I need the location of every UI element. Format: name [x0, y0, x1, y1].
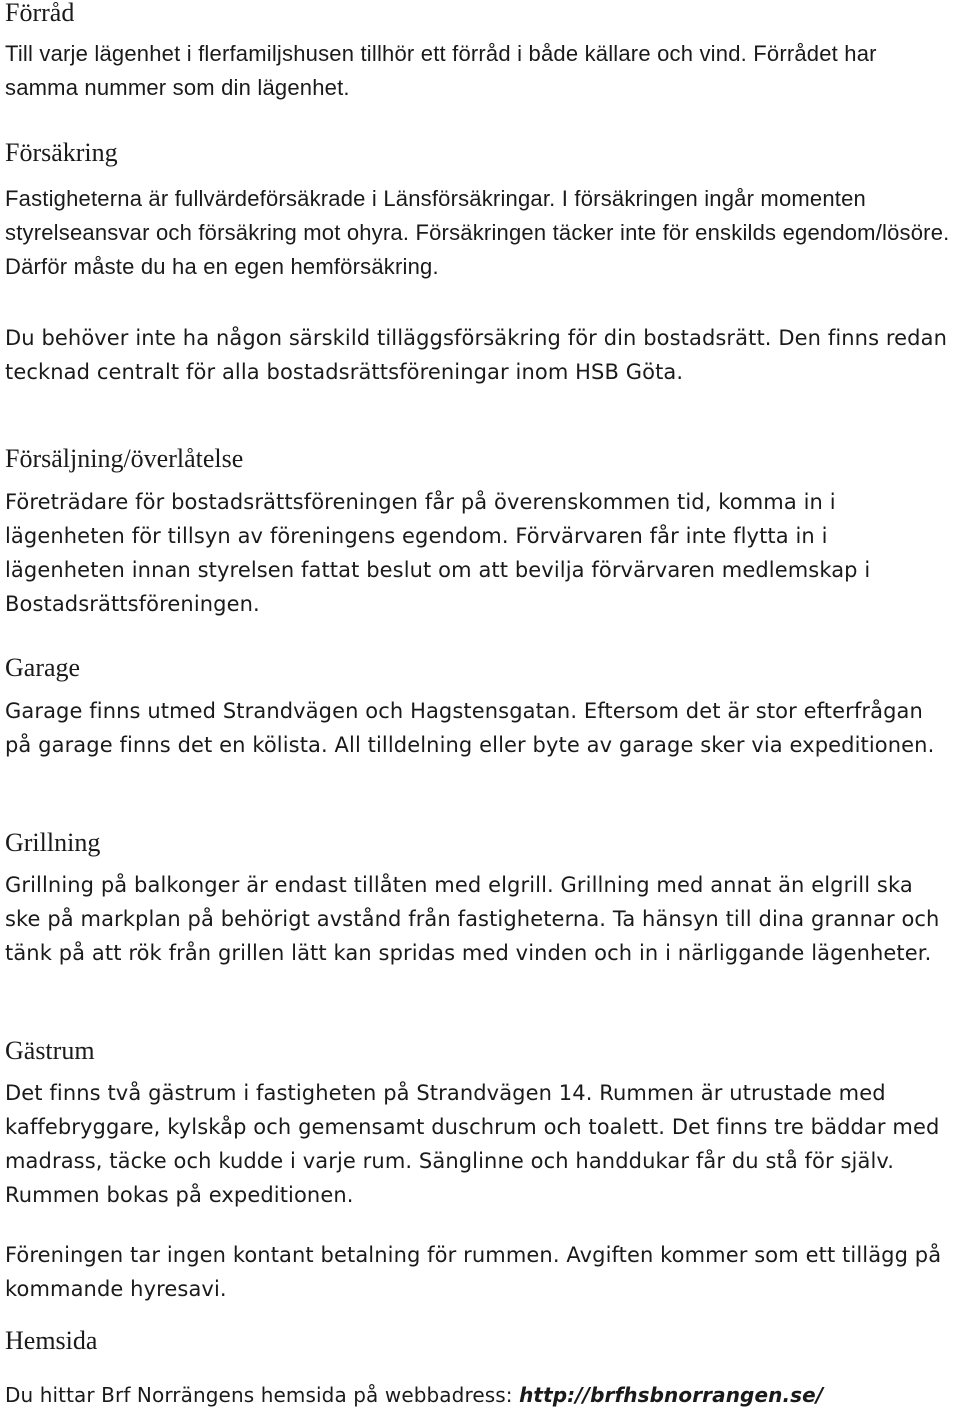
heading-gastrum: Gästrum [5, 1036, 95, 1065]
homepage-link[interactable]: http://brfhsbnorrangen.se/ [519, 1383, 824, 1407]
paragraph-forsakring-1b: Försäkringen täcker inte för enskilds egendom/lösöre. Därför måste du ha en egen hemförsäkring. [5, 220, 950, 279]
paragraph-forrad: Till varje lägenhet i flerfamiljshusen tillhör ett förråd i både källare och vind. Förrådet har samma nummer som din lägenhet. [5, 41, 877, 100]
paragraph-gastrum-2: Föreningen tar ingen kontant betalning för rummen. Avgiften kommer som ett tillägg på kommande hyresavi. [5, 1243, 942, 1301]
paragraph-grillning: Grillning på balkonger är endast tillåten med elgrill. Grillning med annat än elgrill ska ske på markplan på behörigt avstånd från fastigheterna. Ta hänsyn till dina grannar och tänk på att rök från grillen lätt kan spridas med vinden och in i närliggande lägenheter. [5, 873, 940, 965]
heading-grillning: Grillning [5, 828, 101, 857]
heading-garage: Garage [5, 653, 81, 682]
paragraph-forsakring-2: Du behöver inte ha någon särskild tilläggsförsäkring för din bostadsrätt. Den finns redan tecknad centralt för alla bostadsrättsföreningar inom HSB Göta. [5, 326, 947, 384]
paragraph-forsakring-1 [5, 182, 950, 284]
heading-hemsida: Hemsida [5, 1326, 98, 1355]
heading-forsaljning: Försäljning/överlåtelse [5, 444, 244, 473]
hemsida-text: Du hittar Brf Norrängens hemsida på webbadress: [5, 1383, 520, 1407]
paragraph-hemsida [5, 1380, 950, 1410]
heading-forsakring: Försäkring [5, 138, 118, 167]
paragraph-gastrum-1: Det finns två gästrum i fastigheten på Strandvägen 14. Rummen är utrustade med kaffebryggare, kylskåp och gemensamt duschrum och toalett. Det finns tre bäddar med madrass, täcke och kudde i varje rum. Sänglinne och handdukar får du stå för själv. Rummen bokas på expeditionen. [5, 1081, 940, 1207]
paragraph-forsaljning: Företrädare för bostadsrättsföreningen får på överenskommen tid, komma in i lägenheten för tillsyn av föreningens egendom. Förvärvaren får inte flytta in i lägenheten innan styrelsen fattat beslut om att bevilja förvärvaren medlemskap i Bostadsrättsföreningen. [5, 490, 871, 616]
paragraph-forsakring-1a: Fastigheterna är fullvärdeförsäkrade i Länsförsäkringar. I försäkringen ingår momenten styrelseansvar och försäkring mot ohyra. [5, 186, 866, 245]
paragraph-garage: Garage finns utmed Strandvägen och Hagstensgatan. Eftersom det är stor efterfrågan på garage finns det en kölista. All tilldelning eller byte av garage sker via expeditionen. [5, 699, 935, 757]
heading-forrad: Förråd [5, 0, 75, 27]
